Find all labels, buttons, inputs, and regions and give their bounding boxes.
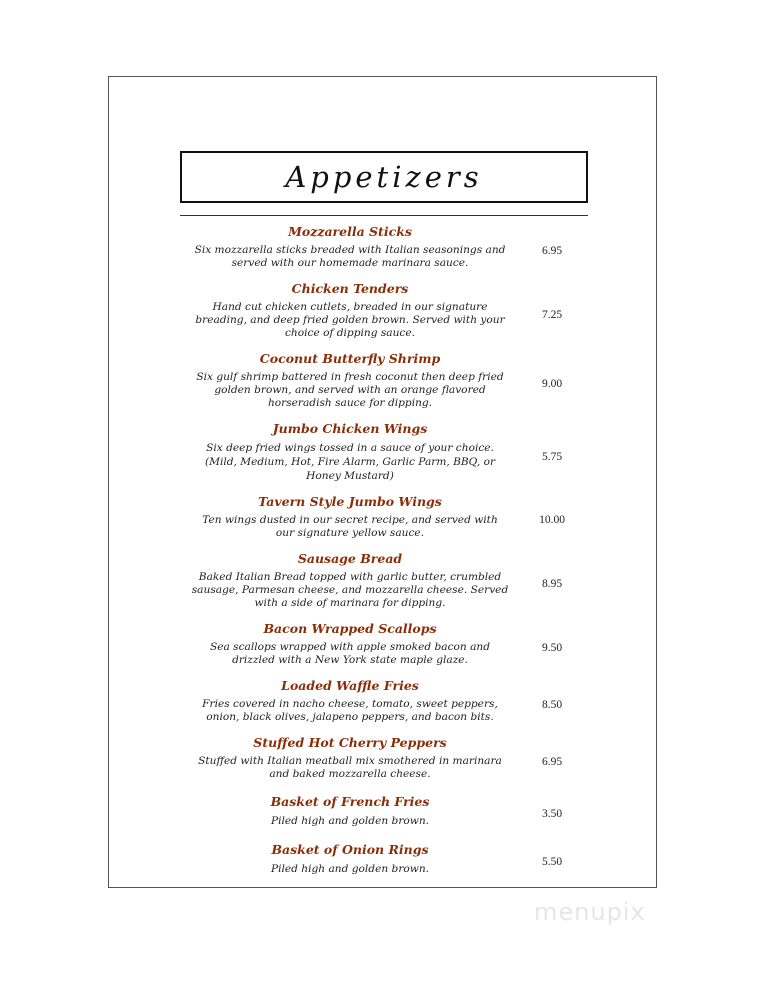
menu-item [180, 678, 600, 724]
item-name: Stuffed Hot Cherry Peppers [253, 735, 447, 750]
menu-item [180, 351, 600, 410]
menu-item [180, 494, 600, 540]
item-name: Jumbo Chicken Wings [272, 421, 428, 436]
item-name: Loaded Waffle Fries [281, 678, 419, 693]
item-description: Six gulf shrimp battered in fresh coconut then deep fried golden brown, and served with an orange flavored horseradish sauce for dipping. [196, 371, 504, 409]
menu-title: Appetizers [285, 160, 483, 194]
item-description: Ten wings dusted in our secret recipe, and served with our signature yellow sauce. [202, 514, 498, 539]
item-price: 6.95 [541, 756, 563, 768]
item-price: 9.00 [541, 378, 563, 390]
menu-page [108, 76, 657, 888]
item-price: 6.95 [541, 245, 563, 257]
item-price: 7.25 [541, 309, 563, 321]
item-name: Sausage Bread [297, 551, 403, 566]
item-description: Sea scallops wrapped with apple smoked bacon and drizzled with a New York state maple glaze. [209, 641, 491, 666]
item-name: Mozzarella Sticks [288, 224, 412, 239]
item-price: 5.50 [541, 856, 563, 868]
menu-item [180, 421, 600, 483]
item-name: Chicken Tenders [291, 281, 409, 296]
item-price: 8.95 [541, 578, 563, 590]
item-description: Fries covered in nacho cheese, tomato, sweet peppers, onion, black olives, jalapeno peppers, and bacon bits. [202, 698, 498, 723]
item-description: Stuffed with Italian meatball mix smothered in marinara and baked mozzarella cheese. [198, 755, 502, 780]
menu-item [180, 735, 600, 781]
item-description: Six mozzarella sticks breaded with Italian seasonings and served with our homemade marinara sauce. [194, 244, 506, 269]
item-price: 5.75 [541, 451, 563, 463]
menupix-watermark: menupix [534, 898, 646, 926]
item-description: Piled high and golden brown. [270, 863, 430, 875]
item-description: Baked Italian Bread topped with garlic butter, crumbled sausage, Parmesan cheese, and mozzarella cheese. Served with a side of marinara for dipping. [191, 571, 509, 609]
menu-item [180, 551, 600, 610]
menu-item [180, 842, 600, 876]
item-price: 9.50 [541, 642, 563, 654]
item-price: 3.50 [541, 808, 563, 820]
item-name: Coconut Butterfly Shrimp [259, 351, 441, 366]
item-description: Hand cut chicken cutlets, breaded in our signature breading, and deep fried golden brown. Served with your choice of dipping sauce. [195, 301, 505, 339]
item-price: 8.50 [541, 699, 563, 711]
menu-item [180, 621, 600, 667]
menu-item [180, 224, 600, 270]
menu-item [180, 794, 600, 828]
item-description: Piled high and golden brown. [270, 815, 430, 827]
item-price: 10.00 [539, 514, 565, 526]
title-box [180, 151, 588, 203]
item-name: Bacon Wrapped Scallops [263, 621, 437, 636]
item-name: Basket of French Fries [270, 794, 430, 809]
title-divider [180, 215, 588, 216]
item-description: Six deep fried wings tossed in a sauce of your choice. (Mild, Medium, Hot, Fire Alarm, Garlic Parm, BBQ, or Honey Mustard) [204, 442, 496, 482]
menu-item [180, 281, 600, 340]
item-name: Tavern Style Jumbo Wings [258, 494, 442, 509]
item-name: Basket of Onion Rings [271, 842, 429, 857]
